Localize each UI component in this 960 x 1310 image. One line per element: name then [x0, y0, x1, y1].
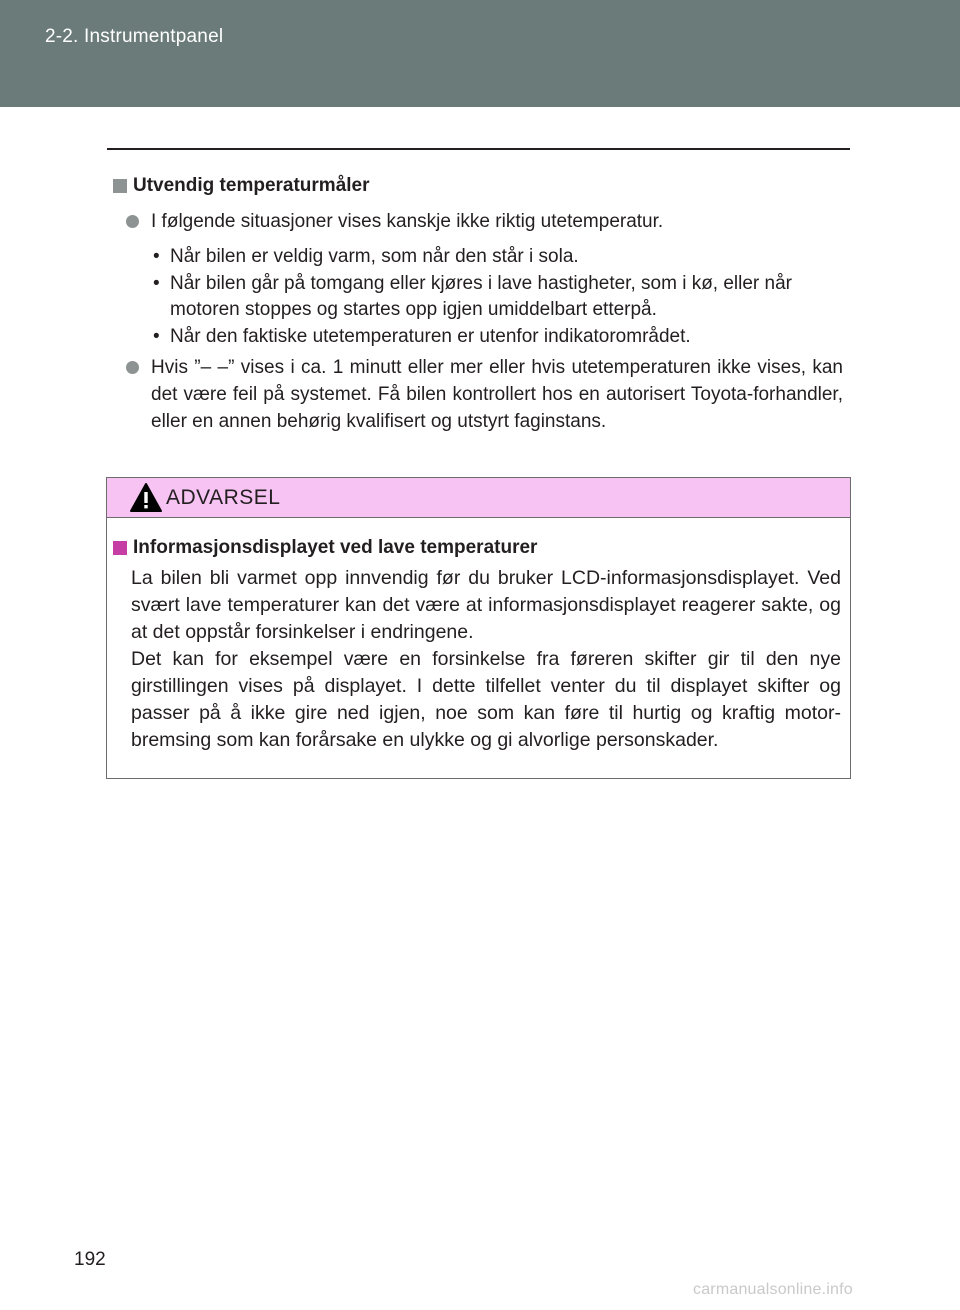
bullet-marker: • [153, 246, 160, 267]
chapter-title: 2-2. Instrumentpanel [45, 26, 224, 47]
warning-triangle-icon [129, 482, 163, 514]
bullet-text: Når den faktiske utetemperaturen er utenfor indikatorområdet. [170, 325, 691, 347]
bullet-list [113, 244, 843, 350]
bullet-text: Når bilen går på tomgang eller kjøres i lave hastigheter, som i kø, eller når motoren stoppes og startes opp igjen umiddelbart etterpå. [170, 272, 792, 320]
section-heading-text: Utvendig temperaturmåler [133, 175, 370, 196]
warning-paragraph: Det kan for eksempel være en forsinkelse fra føreren skifter gir til den nye girstillingen vises på displayet. I dette tilfellet venter du til displayet skifter og passer på å ikke gire ned igjen, noe som kan føre til hurtig og kraftig motor-bremsing som kan forårsake en ulykke og gi alvorlige personskader. [131, 648, 841, 751]
warning-body [107, 518, 850, 754]
warning-paragraph: La bilen bli varmet opp innvendig før du bruker LCD-informasjonsdisplayet. Ved svært lave temperaturer kan det være at informasjonsdisplayet reagerer sakte, og at det oppstår forsinkelser i endringene. [131, 567, 841, 643]
bullet-item [113, 324, 843, 351]
bullet-marker: • [153, 272, 160, 294]
warning-text [113, 565, 841, 754]
watermark: carmanualsonline.info [693, 1281, 853, 1298]
list-item [113, 354, 843, 435]
warning-heading-text: Informasjonsdisplayet ved lave temperaturer [133, 537, 538, 558]
list-item-text: Hvis ”– –” vises i ca. 1 minutt eller mer eller hvis utetemperaturen ikke vises, kan det være feil på systemet. Få bilen kontrollert hos en autorisert Toyota-forhandler, eller en annen behørig kvalifisert og utstyrt faginstans. [151, 357, 843, 432]
bullet-marker: • [153, 325, 160, 347]
list-item-text: I følgende situasjoner vises kanskje ikke riktig utetemperatur. [151, 211, 664, 232]
bullet-item [113, 271, 843, 324]
square-marker-icon [113, 541, 127, 555]
circle-bullet-icon [126, 361, 139, 374]
bullet-item [113, 244, 843, 271]
warning-label: ADVARSEL [166, 485, 281, 509]
warning-box [106, 477, 851, 779]
outside-temperature-section [113, 173, 843, 435]
list-item [113, 208, 843, 235]
page-number: 192 [74, 1249, 106, 1270]
circle-bullet-icon [126, 215, 139, 228]
warning-header [107, 478, 850, 518]
warning-heading [113, 536, 841, 560]
section-heading [113, 173, 843, 199]
header-band [0, 0, 960, 107]
square-marker-icon [113, 179, 127, 193]
bullet-text: Når bilen er veldig varm, som når den står i sola. [170, 246, 579, 267]
section-divider [107, 148, 850, 150]
